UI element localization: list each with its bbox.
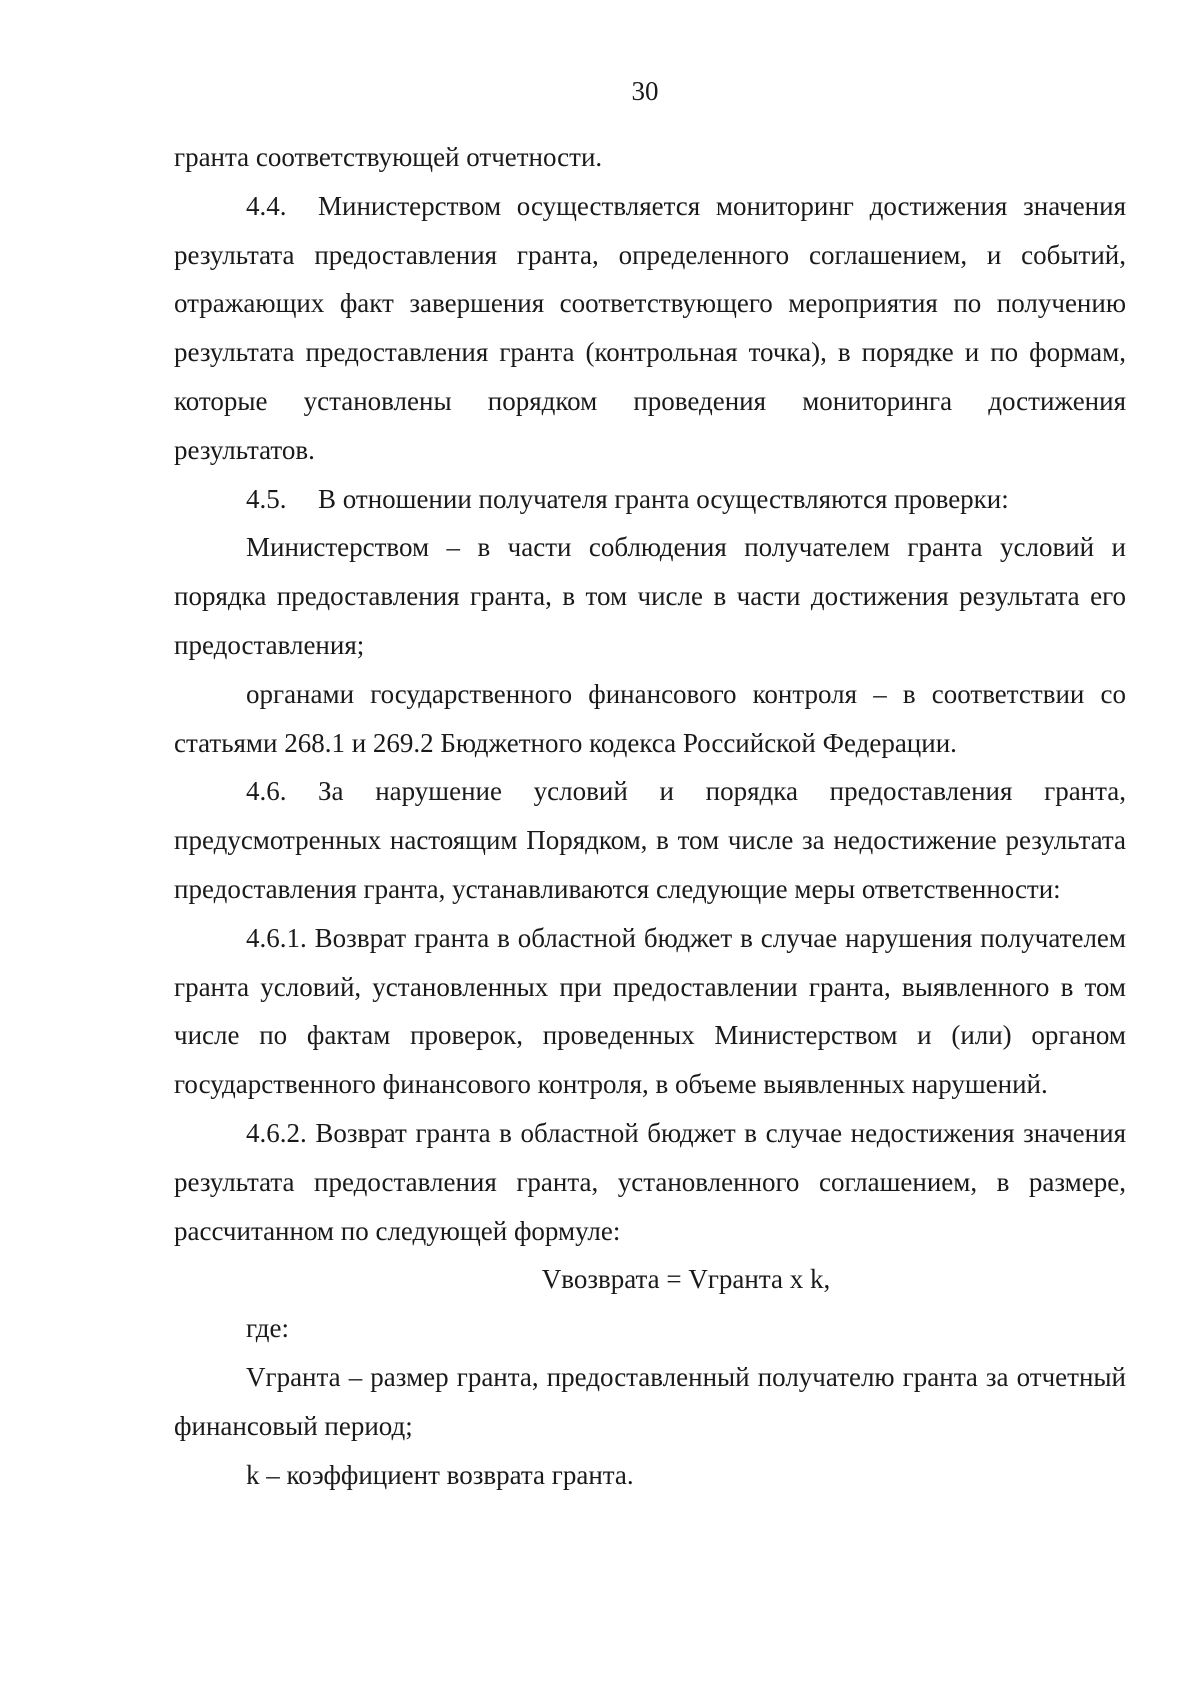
paragraph-where: где: — [246, 1313, 289, 1344]
clause-number-4-4: 4.4. — [246, 190, 287, 221]
paragraph-4-6-2: 4.6.2. Возврат гранта в областной бюджет в случае недостижения значения результата предоставления гранта, установленного соглашением, в размере, рассчитанном по следующей формуле: — [174, 1117, 1126, 1246]
paragraph-4-5-text: В отношении получателя гранта осуществляются проверки: — [318, 483, 1009, 514]
page-number: 30 — [631, 76, 659, 106]
paragraph-4-6-text: За нарушение условий и порядка предоставления гранта, предусмотренных настоящим Порядком, в том числе за недостижение результата предоставления гранта, устанавливаются следующие меры ответственности: — [174, 776, 1126, 904]
clause-number-4-5: 4.5. — [246, 483, 287, 514]
clause-number-4-6: 4.6. — [246, 776, 287, 807]
paragraph-v-grant-definition: Vгранта – размер гранта, предоставленный получателю гранта за отчетный финансовый период; — [174, 1361, 1126, 1441]
paragraph-financial-control: органами государственного финансового контроля – в соответствии со статьями 268.1 и 269.2 Бюджетного кодекса Российской Федерации. — [174, 678, 1126, 758]
paragraph-4-6-1: 4.6.1. Возврат гранта в областной бюджет в случае нарушения получателем гранта условий, установленных при предоставлении гранта, выявленного в том числе по фактам проверок, проведенных Министерством и (или) органом государственного финансового контроля, в объеме выявленных нарушений. — [174, 922, 1126, 1100]
paragraph-continuation: гранта соответствующей отчетности. — [174, 142, 603, 172]
paragraph-4-5 — [174, 475, 1126, 524]
return-formula: Vвозврата = Vгранта x k, — [541, 1264, 831, 1295]
paragraph-ministry-checks: Министерством – в части соблюдения получателем гранта условий и порядка предоставления гранта, в том числе в части достижения результата его предоставления; — [174, 532, 1126, 660]
paragraph-4-6 — [174, 767, 1126, 913]
document-body — [174, 133, 1126, 1499]
paragraph-k-definition: k – коэффициент возврата гранта. — [246, 1459, 634, 1490]
paragraph-4-4 — [174, 182, 1126, 475]
paragraph-4-4-text: Министерством осуществляется мониторинг достижения значения результата предоставления гранта, определенного соглашением, и событий, отражающих факт завершения соответствующего мероприятия по получению результата предоставления гранта (контрольная точка), в порядке и по формам, которые установлены порядком проведения мониторинга достижения результатов. — [174, 190, 1126, 465]
